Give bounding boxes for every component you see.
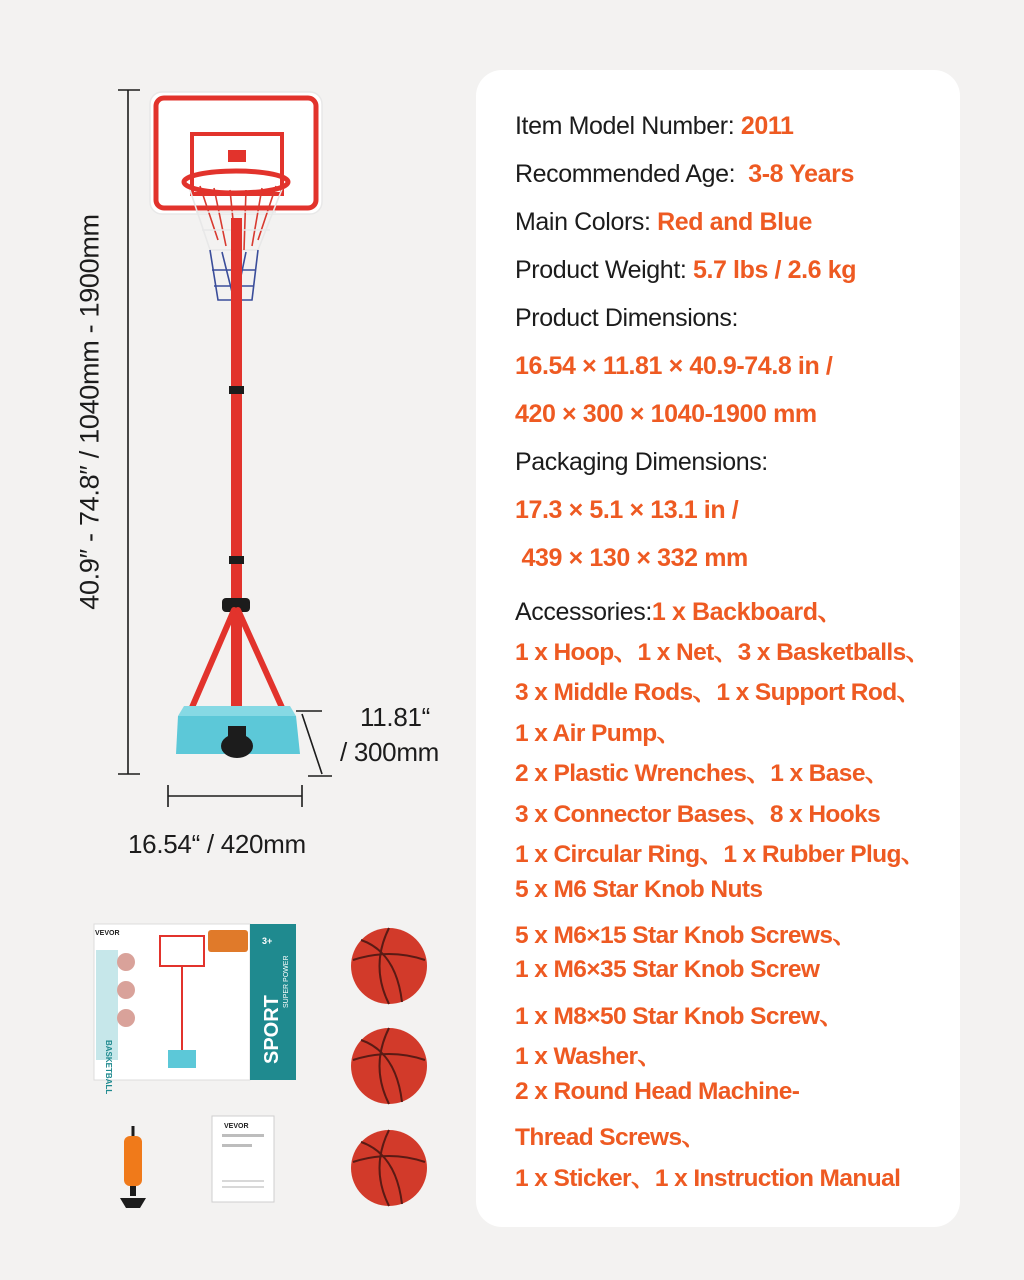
pack-dim-imperial: 17.3 × 5.1 × 13.1 in /: [515, 496, 739, 524]
colors-value: Red and Blue: [657, 208, 813, 236]
accessory-line: 5 x M6 Star Knob Nuts: [515, 876, 763, 903]
colors-row: Main Colors: Red and Blue: [515, 208, 813, 236]
accessory-line: 1 x Hoop、1 x Net、3 x Basketballs、: [515, 639, 930, 666]
base: [176, 706, 300, 758]
box-front-text: SPORT: [261, 995, 283, 1064]
width-dimension-label: 16.54“ / 420mm: [128, 829, 306, 859]
depth-dimension-label: 11.81“: [360, 702, 430, 732]
accessory-line: 1 x M8×50 Star Knob Screw、: [515, 1003, 844, 1030]
box-front-subtext: SUPER POWER: [283, 955, 290, 1008]
accessory-line: 1 x Sticker、1 x Instruction Manual: [515, 1165, 901, 1192]
weight-row: Product Weight: 5.7 lbs / 2.6 kg: [515, 256, 857, 284]
manual-brand-text: VEVOR: [224, 1123, 249, 1130]
product-dim-metric: 420 × 300 × 1040-1900 mm: [515, 400, 817, 428]
age-value: 3-8 Years: [748, 160, 854, 188]
box-side-text: BASKETBALL: [104, 1040, 113, 1095]
box-age-badge: 3+: [262, 936, 273, 946]
box-brand-text: VEVOR: [95, 930, 120, 937]
pack-dim-label: Packaging Dimensions:: [515, 448, 768, 476]
accessory-line: 2 x Round Head Machine-: [515, 1078, 800, 1105]
accessories-row: Accessories:1 x Backboard、: [515, 598, 843, 626]
accessory-line: 1 x Washer、: [515, 1043, 662, 1070]
backboard: [150, 92, 322, 214]
accessories-first: 1 x Backboard、: [651, 598, 843, 626]
basketball: [351, 1028, 427, 1104]
depth-dimension-metric: / 300mm: [340, 737, 440, 767]
width-dimension-line: [168, 785, 302, 807]
accessory-line: 3 x Connector Bases、8 x Hooks: [515, 801, 881, 828]
product-dim-imperial: 16.54 × 11.81 × 40.9-74.8 in /: [515, 352, 833, 380]
basketball: [351, 928, 427, 1004]
weight-value: 5.7 lbs / 2.6 kg: [692, 256, 857, 284]
depth-dimension-line: [296, 711, 332, 776]
basketball: [351, 1130, 427, 1206]
model-value: 2011: [740, 112, 794, 140]
age-row: Recommended Age: 3-8 Years: [515, 160, 854, 188]
pole: [222, 218, 250, 738]
accessory-line: 3 x Middle Rods、1 x Support Rod、: [515, 679, 921, 706]
accessory-line: 1 x Circular Ring、1 x Rubber Plug、: [515, 841, 925, 868]
model-row: Item Model Number: 2011: [515, 112, 794, 140]
accessory-line: 2 x Plastic Wrenches、1 x Base、: [515, 760, 889, 787]
pack-dim-metric: 439 × 130 × 332 mm: [515, 544, 748, 572]
product-dim-label: Product Dimensions:: [515, 304, 739, 332]
accessory-line: Thread Screws、: [515, 1124, 706, 1151]
accessory-line: 5 x M6×15 Star Knob Screws、: [515, 922, 857, 949]
air-pump: [120, 1126, 146, 1208]
height-dimension-line: [118, 90, 140, 774]
accessory-line: 1 x M6×35 Star Knob Screw: [515, 956, 820, 983]
accessory-line: 1 x Air Pump、: [515, 720, 681, 747]
height-dimension-label: 40.9″ - 74.8″ / 1040mm - 1900mm: [74, 214, 105, 610]
